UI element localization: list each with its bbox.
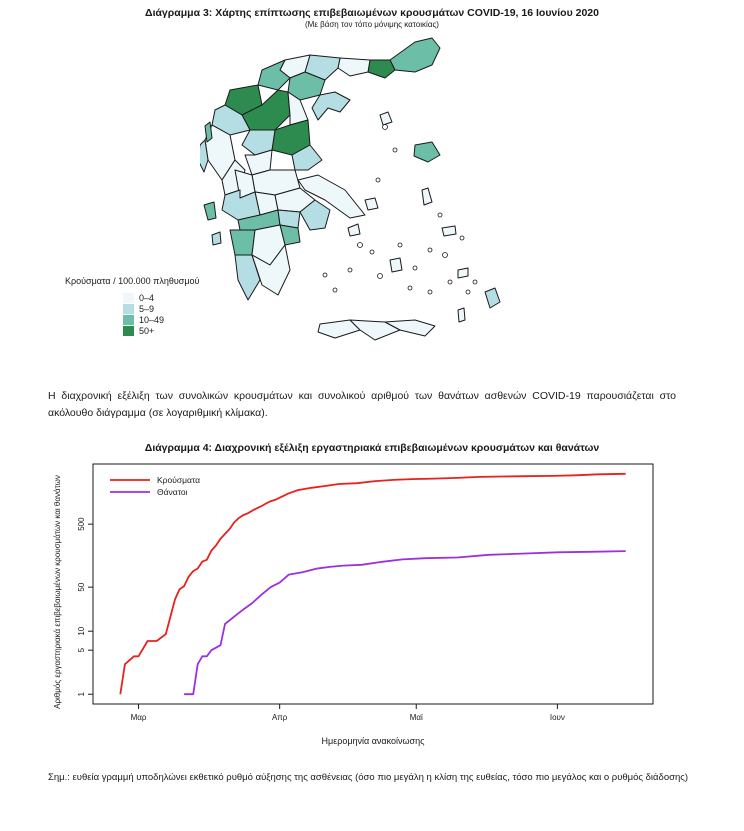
x-tick-label: Ιουν xyxy=(549,713,565,722)
map-legend xyxy=(123,292,164,336)
map-region-xanthi xyxy=(368,60,395,78)
map-region-lesvos xyxy=(414,142,440,162)
map-region-karpathos xyxy=(458,308,465,322)
legend-item xyxy=(123,325,164,336)
y-axis-label: Αριθμός εργαστηριακά επιβεβαιωμένων κρουσμάτων και θανάτων xyxy=(53,475,62,709)
x-axis-label: Ημερομηνία ανακοίνωσης xyxy=(321,736,425,746)
legend-item xyxy=(123,314,164,325)
map-region-kefalonia xyxy=(204,202,216,220)
y-tick-label: 1 xyxy=(77,692,86,697)
line-chart xyxy=(0,452,744,752)
figure3-title: Διάγραμμα 3: Χάρτης επίπτωσης επιβεβαιωμένων κρουσμάτων COVID-19, 16 Ιουνίου 2020 xyxy=(145,7,599,19)
map-region-skiros xyxy=(365,198,378,210)
legend-swatch xyxy=(123,315,134,325)
legend-label: 10–49 xyxy=(139,314,165,325)
legend-label: 0–4 xyxy=(139,292,155,303)
figure4-note: Σημ.: ευθεία γραμμή υποδηλώνει εκθετικό ρυθμό αύξησης της ασθένειας (όσο πιο μεγάλη η κλίση της ευθείας, τόσο πιο μεγάλος και ο ρυθμός διάδοσης) xyxy=(48,772,688,783)
map-region-thrace xyxy=(390,38,440,72)
map-region-andros xyxy=(348,224,360,236)
map-region-samos xyxy=(442,226,456,236)
legend-label: 50+ xyxy=(139,325,155,336)
map-region-chios xyxy=(422,188,432,205)
legend-swatch xyxy=(123,304,134,314)
body-paragraph: Η διαχρονική εξέλιξη των συνολικών κρουσμάτων και συνολικού αριθμού των θανάτων ασθενών COVID-19 παρουσιάζεται στο ακόλουθο διάγραμμα (σε λογαριθμική κλίμακα). xyxy=(48,390,676,419)
map-region-chalkidiki xyxy=(312,92,350,120)
map-region-limnos xyxy=(380,112,392,125)
legend-swatch xyxy=(123,293,134,303)
legend-label: 5–9 xyxy=(139,303,155,314)
map-region-zakynthos xyxy=(212,232,221,245)
legend-item xyxy=(123,303,164,314)
legend-swatch xyxy=(123,326,134,336)
y-tick-label: 500 xyxy=(77,517,86,531)
x-tick-label: Μαρ xyxy=(130,713,147,722)
y-tick-label: 10 xyxy=(77,626,86,636)
plot-frame xyxy=(93,464,653,704)
figure4-title: Διάγραμμα 4: Διαχρονική εξέλιξη εργαστηριακά επιβεβαιωμένων κρουσμάτων και θανάτων xyxy=(144,442,600,454)
map-legend-title: Κρούσματα / 100.000 πληθυσμού xyxy=(65,276,200,286)
map-region-drama xyxy=(338,58,370,76)
figure3-subtitle: (Με βάση τον τόπο μόνιμης κατοικίας) xyxy=(305,20,439,29)
series-line-cases xyxy=(120,474,625,694)
legend-label: Θάνατοι xyxy=(157,487,188,497)
series-line-deaths xyxy=(184,551,626,694)
map-region-naxos xyxy=(390,258,402,272)
choropleth-map xyxy=(200,30,520,370)
legend-label: Κρούσματα xyxy=(157,475,201,485)
map-region-kos xyxy=(458,268,468,278)
x-tick-label: Μαϊ xyxy=(409,713,423,722)
y-tick-label: 5 xyxy=(77,647,86,653)
map-region-ilia xyxy=(230,230,255,255)
x-tick-label: Απρ xyxy=(271,713,288,722)
legend-item xyxy=(123,292,164,303)
y-tick-label: 50 xyxy=(77,582,86,592)
map-region-rhodes xyxy=(485,288,500,308)
